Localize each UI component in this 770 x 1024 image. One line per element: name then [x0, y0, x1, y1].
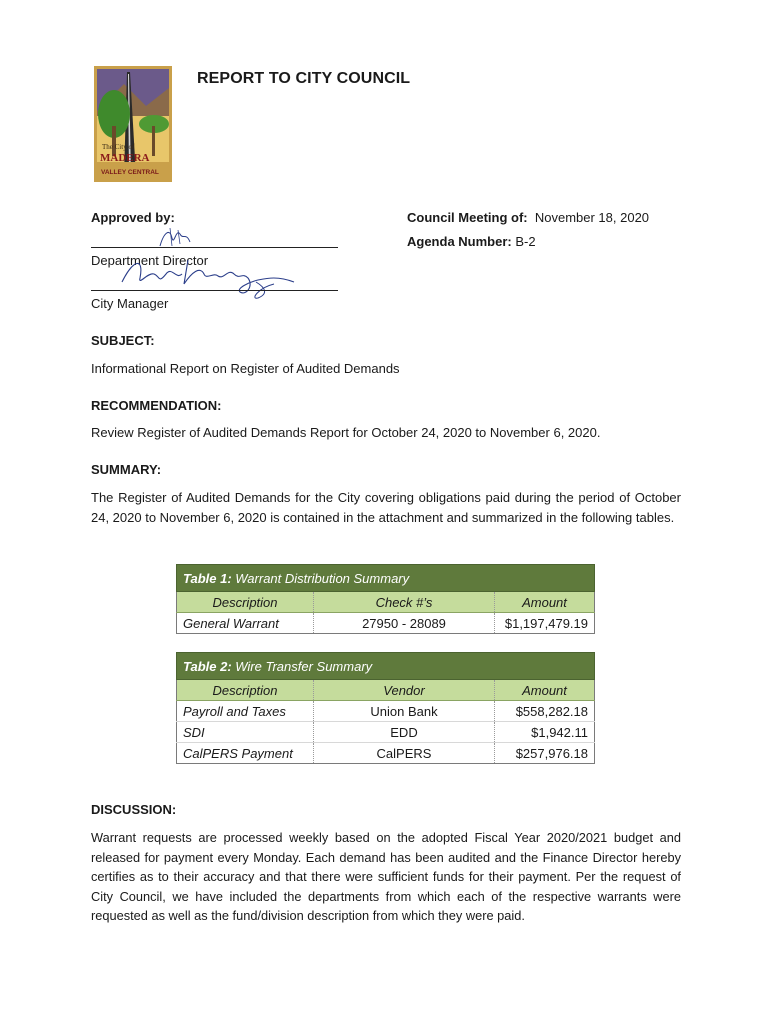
table1-cell-amount: $1,197,479.19	[495, 613, 595, 634]
svg-text:MADERA: MADERA	[100, 152, 150, 164]
table-row	[177, 613, 595, 634]
svg-text:The City of: The City of	[102, 143, 135, 151]
recommendation-heading: RECOMMENDATION:	[91, 398, 222, 413]
table2-cell-amount: $558,282.18	[495, 701, 595, 722]
table1-col-amount: Amount	[495, 592, 595, 613]
table2-col-description: Description	[177, 680, 314, 701]
subject-heading: SUBJECT:	[91, 333, 155, 348]
table2-cell-vendor: CalPERS	[314, 743, 495, 764]
table1-cell-description: General Warrant	[177, 613, 314, 634]
agenda-number-value: B-2	[515, 234, 536, 249]
table1-cell-check: 27950 - 28089	[314, 613, 495, 634]
discussion-text: Warrant requests are processed weekly based on the adopted Fiscal Year 2020/2021 budget and released for payment every Monday. Each demand has been audited and the Finance Director hereby certifies as to their accuracy and that there were sufficient funds for their payment. Per the request of City Council, we have included the departments from which each of the respective warrants were requested as well as the fund/division description from which they were paid.	[91, 830, 681, 923]
agenda-number-info	[407, 234, 536, 249]
subject-text: Informational Report on Register of Audited Demands	[91, 361, 400, 376]
table2-title: Table 2: Wire Transfer Summary	[177, 653, 595, 680]
department-director-label: Department Director	[91, 253, 209, 268]
wire-transfer-table	[176, 652, 595, 764]
table2-cell-vendor: Union Bank	[314, 701, 495, 722]
warrant-distribution-table	[176, 564, 595, 634]
table1-col-check: Check #’s	[314, 592, 495, 613]
table2-cell-description: SDI	[177, 722, 314, 743]
table2-cell-vendor: EDD	[314, 722, 495, 743]
recommendation-text: Review Register of Audited Demands Report for October 24, 2020 to November 6, 2020.	[91, 425, 601, 440]
table2-title-row	[177, 653, 595, 680]
summary-heading: SUMMARY:	[91, 462, 162, 477]
table2-cell-amount: $257,976.18	[495, 743, 595, 764]
table-row	[177, 743, 595, 764]
table2-col-vendor: Vendor	[314, 680, 495, 701]
table2-cell-description: Payroll and Taxes	[177, 701, 314, 722]
council-meeting-date: November 18, 2020	[534, 210, 650, 225]
city-manager-signature	[118, 252, 304, 302]
table-row	[177, 722, 595, 743]
summary-text: The Register of Audited Demands for the City covering obligations paid during the period of October 24, 2020 to November 6, 2020 is contained in the attachment and summarized in the following tables.	[91, 490, 681, 525]
table1-title: Table 1: Warrant Distribution Summary	[177, 565, 595, 592]
city-manager-signature-line	[91, 290, 338, 291]
table1-title-row	[177, 565, 595, 592]
table1-header-row	[177, 592, 595, 613]
director-signature-line	[91, 247, 338, 248]
table-row	[177, 701, 595, 722]
approved-by-label: Approved by:	[91, 210, 175, 225]
table2-header-row	[177, 680, 595, 701]
svg-text:VALLEY CENTRAL: VALLEY CENTRAL	[101, 169, 159, 176]
table1-col-description: Description	[177, 592, 314, 613]
council-meeting-info	[407, 210, 649, 225]
page-title: REPORT TO CITY COUNCIL	[197, 70, 411, 87]
discussion-heading: DISCUSSION:	[91, 802, 177, 817]
table2-col-amount: Amount	[495, 680, 595, 701]
table2-cell-amount: $1,942.11	[495, 722, 595, 743]
city-of-madera-logo	[94, 66, 172, 182]
agenda-number-label: Agenda Number:	[407, 234, 512, 249]
city-manager-label: City Manager	[91, 296, 169, 311]
table2-cell-description: CalPERS Payment	[177, 743, 314, 764]
council-meeting-label: Council Meeting of:	[407, 210, 528, 225]
